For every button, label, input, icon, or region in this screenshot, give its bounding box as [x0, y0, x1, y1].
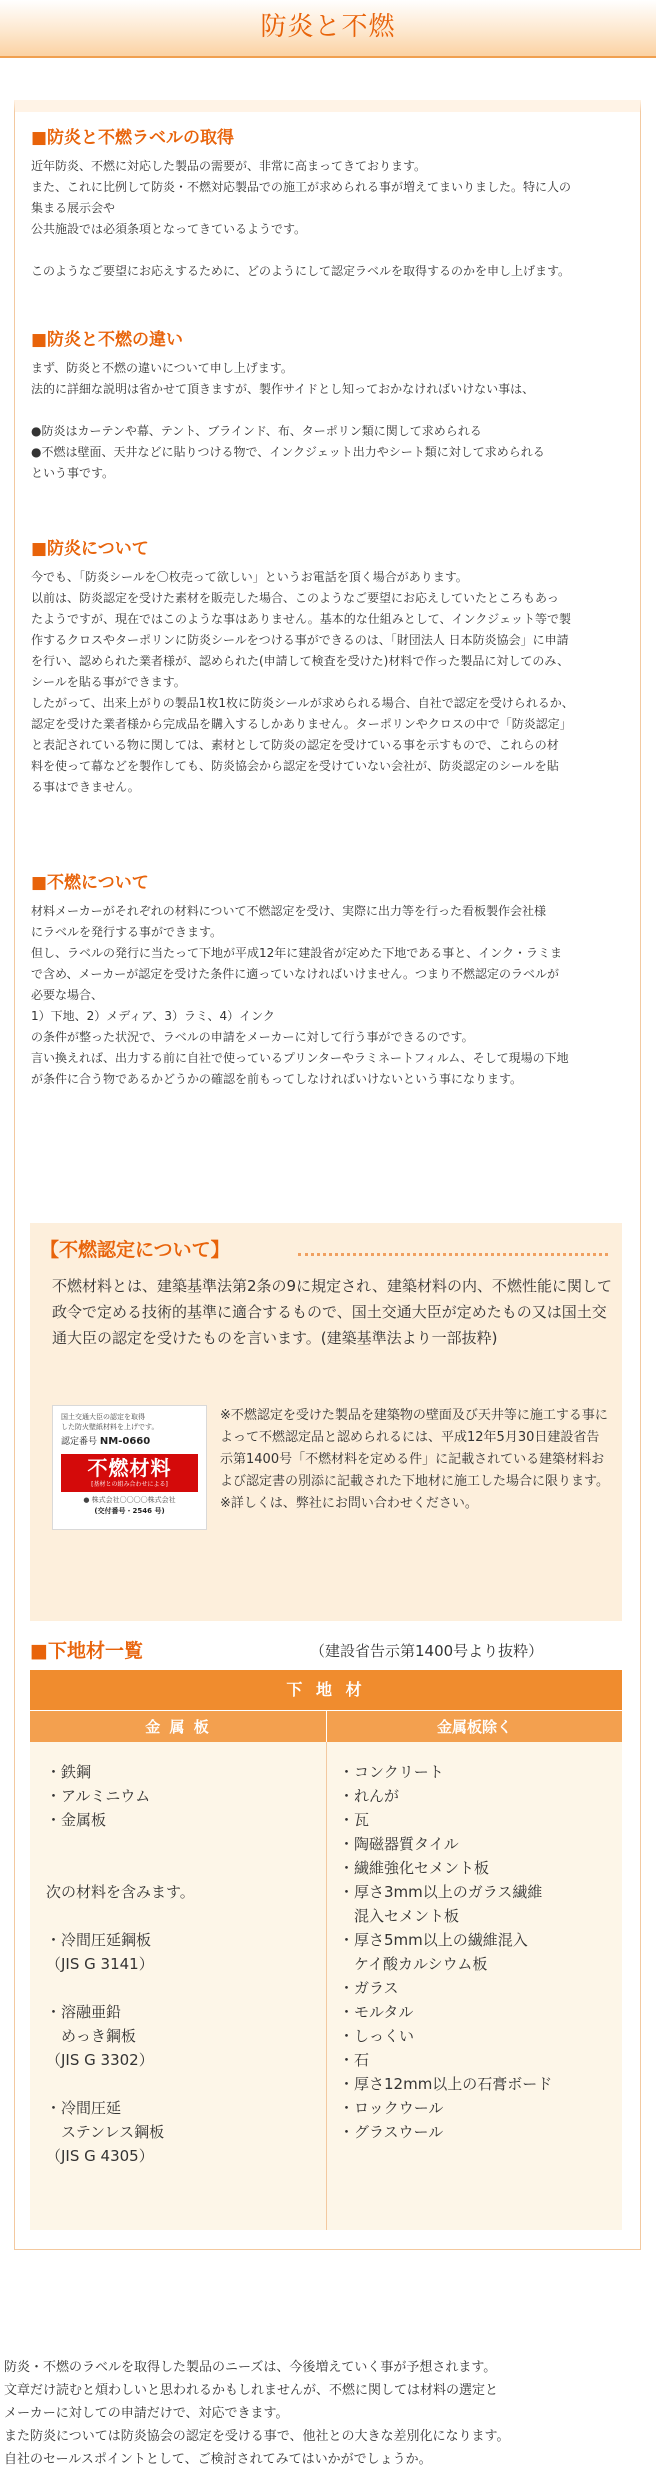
material-item: ・陶磁器質タイル	[339, 1835, 459, 1853]
section-body: 材料メーカーがそれぞれの材料について不燃認定を受け、実際に出力等を行った看板製作会社様 にラベルを発行する事ができます。 但し、ラベルの発行に当たって下地が平成12年に建設省が定めた下地である事と、インク・ラミま で含め、メーカーが認定を受けた条件に適っていなければいけません。つまり不燃認定のラベルが 必要な場合、 1）下地、2）メディア、3）ラミ、4）インク の条件が整った状況で、ラベルの申請をメーカーに対して行う事ができるのです。 言い換えれば、出力する前に自社で使っているプリンターやラミネートフィルム、そして現場の下地 が条件に合う物であるかどうかの確認を前もってしなければいけないという事になります。	[31, 904, 569, 1086]
section-title: ■不燃について	[31, 873, 149, 893]
material-item	[46, 2072, 326, 2096]
label-sub-text: [基材との組み合わせによる]	[91, 1481, 168, 1488]
material-item: ケイ酸カルシウム板	[339, 1955, 488, 1973]
material-item: ・冷間圧延鋼板	[46, 1931, 152, 1949]
base-material-title: ■下地材一覧	[30, 1640, 143, 1662]
base-material-table	[30, 1670, 622, 2230]
material-item: ・厚さ3mm以上のガラス繊維	[339, 1883, 543, 1901]
material-item: （JIS G 3141）	[46, 1955, 154, 1973]
label-company: ● 株式会社〇〇〇〇株式会社	[83, 1496, 176, 1504]
table-header-metal: 金 属 板	[30, 1710, 326, 1742]
label-red-band	[61, 1454, 198, 1492]
section-difference	[31, 328, 631, 484]
closing-paragraph: 防炎・不燃のラベルを取得した製品のニーズは、今後増えていく事が予想されます。 文章だけ読むと煩わしいと思われるかもしれませんが、不燃に関しては材料の選定と メーカーに対しての申請だけで、対応できます。 また防炎については防炎協会の認定を受ける事で、他社との大きな差別化になります。 自社のセールスポイントとして、ご検討されてみてはいかがでしょうか。	[4, 2360, 510, 2467]
note-installation: ※不燃認定を受けた製品を建築物の壁面及び天井等に施工する事によって不燃認定品と認められるには、平成12年5月30日建設省告示第1400号「不燃材料を定める件」に記載されている建築材料および認定書の別添に記載された下地材に施工した場合に限ります。	[220, 1408, 609, 1489]
section-body: 近年防炎、不燃に対応した製品の需要が、非常に高まってきております。 また、これに比例して防炎・不燃対応製品での施工が求められる事が増えてまいりました。特に人の 集まる展示会や 公共施設では必須条項となってきているようです。 このようなご要望にお応えするために、どのようにして認定ラベルを取得するのかを申し上げます。	[31, 159, 572, 278]
material-item: ・鉄鋼	[46, 1763, 92, 1781]
label-cert-number: NM-0660	[99, 1436, 151, 1447]
section-title: ■防炎について	[31, 539, 149, 559]
material-item	[46, 1976, 326, 2000]
label-cert-row	[61, 1434, 198, 1450]
material-item: ・金属板	[46, 1811, 107, 1829]
material-item: めっき鋼板	[46, 2027, 136, 2045]
note-contact: ※詳しくは、弊社にお問い合わせください。	[220, 1496, 478, 1511]
material-item: （JIS G 4305）	[46, 2147, 154, 2165]
page-title: 防炎と不燃	[260, 12, 396, 42]
section-title: ■防炎と不燃ラベルの取得	[31, 128, 235, 148]
material-item: ステンレス鋼板	[46, 2123, 165, 2141]
label-cert-prefix: 認定番号	[61, 1437, 98, 1447]
section-body: まず、防炎と不燃の違いについて申し上げます。 法的に詳細な説明は省かせて頂きますが、製作サイドとし知っておかなければいけない事は、 ●防炎はカーテンや幕、テント、ブラインド、布、ターポリン類に関して求められる ●不燃は壁面、天井などに貼りつける物で、インクジェット出力やシート類に対して求められる という事です。	[31, 361, 545, 480]
material-item	[46, 1856, 326, 1880]
material-item: ・繊維強化セメント板	[339, 1859, 490, 1877]
heading-dotted-divider	[298, 1253, 608, 1256]
material-item: （JIS G 3302）	[46, 2051, 154, 2069]
material-item: ・れんが	[339, 1787, 400, 1805]
nonflammable-label-image	[52, 1405, 207, 1530]
label-caption-line2: した防火壁紙材料を上げです。	[61, 1423, 159, 1431]
material-item: ・モルタル	[339, 2003, 414, 2021]
material-item: ・ロックウール	[339, 2099, 444, 2117]
base-material-source-note: （建設省告示第1400号より抜粋）	[310, 1642, 544, 1660]
material-item: ・コンクリート	[339, 1763, 444, 1781]
definition-notes	[220, 1405, 612, 1515]
material-item: ・厚さ12mm以上の石膏ボード	[339, 2075, 553, 2093]
material-item: ・瓦	[339, 1811, 370, 1829]
material-item: ・石	[339, 2051, 370, 2069]
definition-text: 不燃材料とは、建築基準法第2条の9に規定され、建築材料の内、不燃性能に関して政令で定める技術的基準に適合するもので、国土交通大臣が定めたもの又は国土交通大臣の認定を受けたものを言います。(建築基準法より一部抜粋)	[52, 1277, 612, 1347]
material-item: ・溶融亜鉛	[46, 2003, 122, 2021]
section-body: 今でも、「防炎シールを〇枚売って欲しい」というお電話を頂く場合があります。 以前は、防炎認定を受けた素材を販売した場合、このようなご要望にお応えしていたところもあっ たようですが、現在ではこのような事はありません。基本的な仕組みとして、インクジェット等で製 作するクロスやターポリンに防炎シールをつける事ができるのは、「財団法人 日本防炎協会」に申請 を行い、認められた業者様が、認められた(申請して検査を受けた)材料で作った製品に対してのみ、 シールを貼る事ができます。 したがって、出来上がりの製品1枚1枚に防炎シールが求められる場合、自社で認定を受けられるか、 認定を受けた業者様から完成品を購入するしかありません。ターポリンやクロスの中で「防炎認定」 と表記されている物に関しては、素材として防炎の認定を受けている事を示すもので、これらの材 料を使って幕などを製作しても、防炎協会から認定を受けていない会社が、防炎認定のシールを貼 る事はできません。	[31, 570, 574, 794]
label-caption-line1: 国土交通大臣の認定を取得	[61, 1413, 145, 1421]
material-item: ・ガラス	[339, 1979, 399, 1997]
table-column-non-metal	[326, 1742, 622, 2230]
material-item: ・アルミニウム	[46, 1787, 151, 1805]
section-label-acquisition	[31, 126, 631, 282]
definition-heading: 【不燃認定について】	[40, 1239, 230, 1261]
material-item: ・厚さ5mm以上の繊維混入	[339, 1931, 528, 1949]
material-item	[46, 1904, 326, 1928]
label-registration: (交付番号・2546 号)	[94, 1507, 165, 1515]
definition-box	[30, 1223, 622, 1621]
label-main-text: 不燃材料	[87, 1456, 172, 1480]
section-title: ■防炎と不燃の違い	[31, 330, 184, 350]
table-column-metal	[30, 1742, 326, 2230]
material-item: 次の材料を含みます。	[46, 1883, 195, 1901]
table-header-main: 下 地 材	[30, 1670, 622, 1710]
section-nonflammable	[31, 871, 631, 1090]
table-header-non-metal: 金属板除く	[326, 1710, 622, 1742]
material-item: ・グラスウール	[339, 2123, 444, 2141]
material-item: ・冷間圧延	[46, 2099, 122, 2117]
section-flame-retardant	[31, 537, 631, 798]
material-item: 混入セメント板	[339, 1907, 460, 1925]
material-item	[46, 1832, 326, 1856]
material-item: ・しっくい	[339, 2027, 415, 2045]
